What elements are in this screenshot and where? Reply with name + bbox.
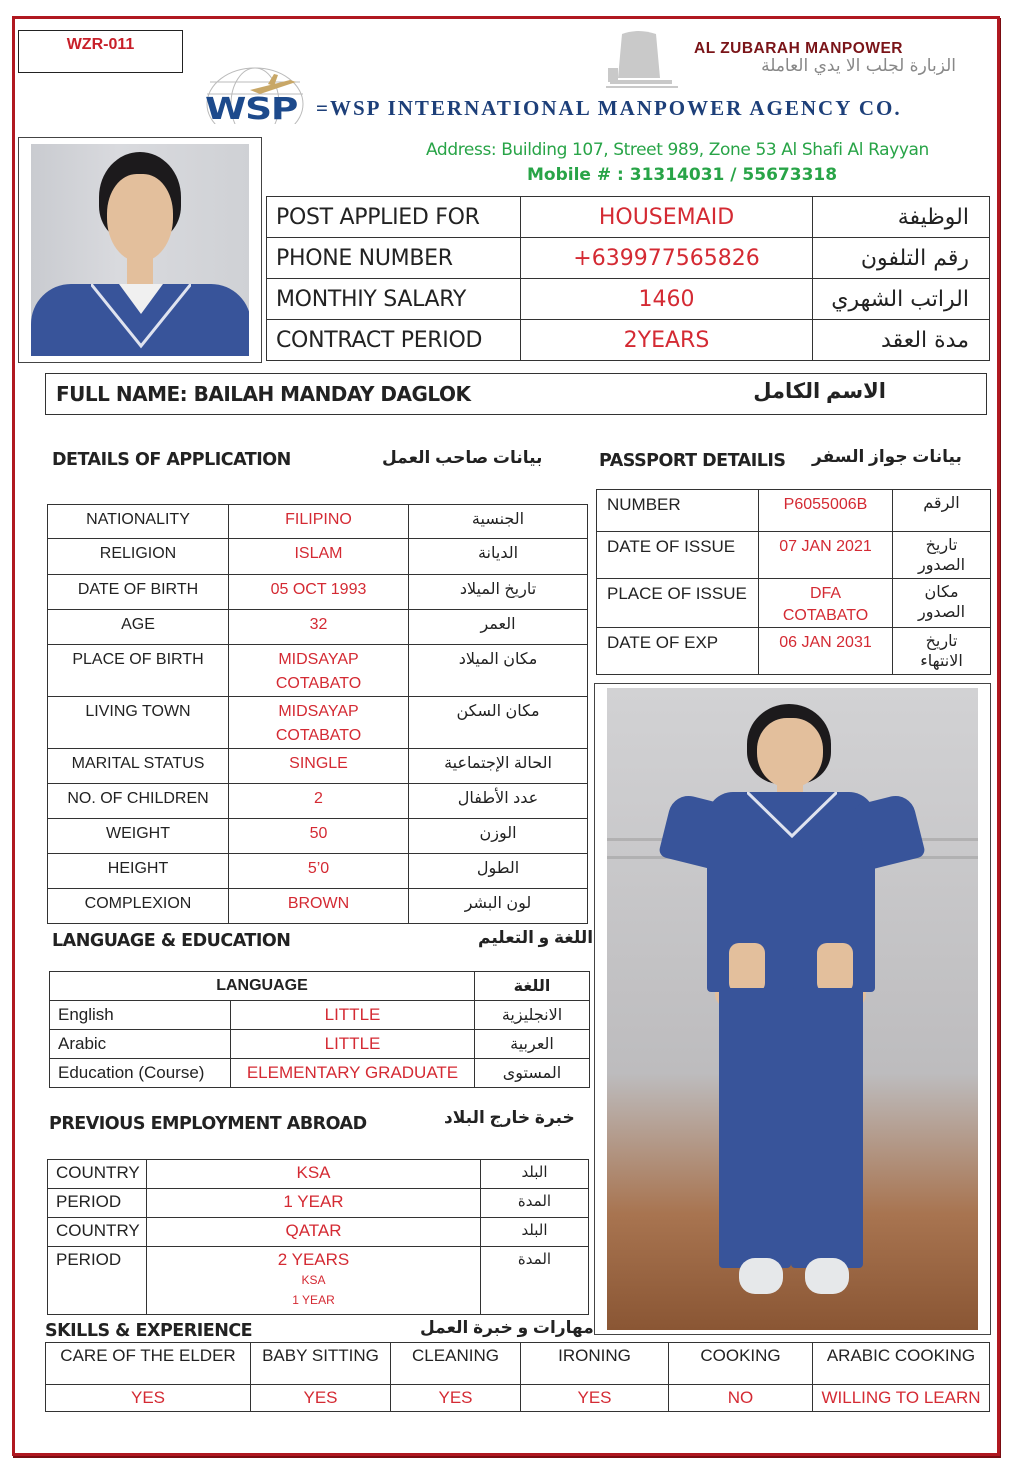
height-value: 5’0 (229, 854, 409, 889)
english-label: English (50, 1001, 231, 1030)
issue-place-label-ar: مكان الصدور (893, 579, 991, 628)
passport-table (596, 489, 991, 675)
expiry-date-value: 06 JAN 2031 (759, 628, 893, 675)
language-header-ar: اللغة (475, 972, 590, 1001)
table-row (48, 645, 588, 697)
portrait-photo-frame (18, 137, 262, 363)
period-label: PERIOD (48, 1247, 147, 1315)
arabic-label-ar: العربية (475, 1030, 590, 1059)
post-value: HOUSEMAID (521, 197, 813, 238)
zubarah-name-en: AL ZUBARAH MANPOWER (694, 40, 903, 57)
complexion-label-ar: لون البشر (409, 889, 588, 924)
top-info-table (266, 196, 990, 361)
passport-title: PASSPORT DETAILIS (599, 451, 786, 471)
education-value: ELEMENTARY GRADUATE (231, 1059, 475, 1088)
salary-label: MONTHIY SALARY (267, 279, 521, 320)
living-town-label: LIVING TOWN (48, 697, 229, 749)
table-row (48, 697, 588, 749)
skill-value: YES (251, 1385, 391, 1412)
salary-value: 1460 (521, 279, 813, 320)
table-row (48, 819, 588, 854)
table-row (48, 610, 588, 645)
country-label: COUNTRY (48, 1160, 147, 1189)
birthplace-label: PLACE OF BIRTH (48, 645, 229, 697)
birthplace-label-ar: مكان الميلاد (409, 645, 588, 697)
height-label: HEIGHT (48, 854, 229, 889)
post-label-ar: الوظيفة (813, 197, 990, 238)
language-title-ar: اللغة و التعليم (478, 928, 594, 947)
skills-header-row (46, 1343, 990, 1385)
table-row (48, 1160, 589, 1189)
table-row (48, 1247, 589, 1315)
nationality-label: NATIONALITY (48, 505, 229, 539)
children-label: NO. OF CHILDREN (48, 784, 229, 819)
phone-value: +639977565826 (521, 238, 813, 279)
skill-label: CARE OF THE ELDER (46, 1343, 251, 1385)
zubarah-name-ar: الزبارة لجلب الا يدي العاملة (761, 56, 956, 76)
contract-label-ar: مدة العقد (813, 320, 990, 361)
table-row (267, 320, 990, 361)
agency-name: =WSP INTERNATIONAL MANPOWER AGENCY CO. (316, 96, 902, 120)
full-body-photo-frame (594, 683, 991, 1335)
table-row (50, 1030, 590, 1059)
table-row (597, 490, 991, 532)
age-label: AGE (48, 610, 229, 645)
skill-value: WILLING TO LEARN (813, 1385, 990, 1412)
religion-value: ISLAM (229, 539, 409, 575)
agency-mobile: Mobile # : 31314031 / 55673318 (527, 165, 838, 185)
table-row (48, 575, 588, 610)
issue-place-value: DFA COTABATO (759, 579, 893, 628)
full-name: FULL NAME: BAILAH MANDAY DAGLOK (56, 382, 471, 406)
skill-label: CLEANING (391, 1343, 521, 1385)
age-value: 32 (229, 610, 409, 645)
table-row (50, 1059, 590, 1088)
height-label-ar: الطول (409, 854, 588, 889)
table-header-row (50, 972, 590, 1001)
contract-label: CONTRACT PERIOD (267, 320, 521, 361)
employment-title: PREVIOUS EMPLOYMENT ABROAD (49, 1114, 367, 1134)
skill-value: YES (46, 1385, 251, 1412)
living-town-label-ar: مكان السكن (409, 697, 588, 749)
table-row (48, 784, 588, 819)
education-label-ar: المستوى (475, 1059, 590, 1088)
table-row (48, 854, 588, 889)
table-row (48, 505, 588, 539)
country-label-ar: البلد (481, 1160, 589, 1189)
table-row (50, 1001, 590, 1030)
issue-date-label: DATE OF ISSUE (597, 532, 759, 579)
country-value: QATAR (147, 1218, 481, 1247)
religion-label-ar: الديانة (409, 539, 588, 575)
english-label-ar: الانجليزية (475, 1001, 590, 1030)
children-label-ar: عدد الأطفال (409, 784, 588, 819)
children-value: 2 (229, 784, 409, 819)
skills-value-row (46, 1385, 990, 1412)
country-label-ar: البلد (481, 1218, 589, 1247)
fort-logo-icon (598, 28, 680, 90)
skill-value: YES (521, 1385, 669, 1412)
nationality-value: FILIPINO (229, 505, 409, 539)
skill-label: COOKING (669, 1343, 813, 1385)
dob-value: 05 OCT 1993 (229, 575, 409, 610)
reference-code: WZR-011 (66, 36, 135, 53)
issue-date-value: 07 JAN 2021 (759, 532, 893, 579)
phone-label-ar: رقم التلفون (813, 238, 990, 279)
weight-label: WEIGHT (48, 819, 229, 854)
phone-label: PHONE NUMBER (267, 238, 521, 279)
passport-number-label: NUMBER (597, 490, 759, 532)
table-row (48, 1218, 589, 1247)
skills-title-ar: مهارات و خبرة العمل (420, 1318, 594, 1337)
portrait-photo (31, 144, 249, 356)
skill-label: IRONING (521, 1343, 669, 1385)
full-body-photo (607, 688, 978, 1330)
expiry-date-label-ar: تاريخ الانتهاء (893, 628, 991, 675)
dob-label-ar: تاريخ الميلاد (409, 575, 588, 610)
expiry-date-label: DATE OF EXP (597, 628, 759, 675)
post-label: POST APPLIED FOR (267, 197, 521, 238)
passport-number-label-ar: الرقم (893, 490, 991, 532)
agency-address: Address: Building 107, Street 989, Zone 53 Al Shafi Al Rayyan (426, 140, 929, 160)
details-title-ar: بيانات صاحب العمل (382, 448, 543, 467)
full-name-label-ar: الاسم الكامل (753, 380, 886, 403)
country-label: COUNTRY (48, 1218, 147, 1247)
employment-title-ar: خبرة خارج البلاد (444, 1108, 575, 1127)
skill-value: YES (391, 1385, 521, 1412)
skill-label: BABY SITTING (251, 1343, 391, 1385)
full-name-box (45, 373, 987, 415)
weight-value: 50 (229, 819, 409, 854)
complexion-label: COMPLEXION (48, 889, 229, 924)
marital-label: MARITAL STATUS (48, 749, 229, 784)
salary-label-ar: الراتب الشهري (813, 279, 990, 320)
weight-label-ar: الوزن (409, 819, 588, 854)
period-label-ar: المدة (481, 1247, 589, 1315)
wsp-logo-text: WSP (205, 92, 298, 127)
language-table (49, 971, 590, 1088)
birthplace-value: MIDSAYAP COTABATO (229, 645, 409, 697)
language-title: LANGUAGE & EDUCATION (52, 931, 291, 951)
table-row (48, 539, 588, 575)
english-value: LITTLE (231, 1001, 475, 1030)
details-table (47, 504, 588, 924)
arabic-label: Arabic (50, 1030, 231, 1059)
details-title: DETAILS OF APPLICATION (52, 450, 291, 470)
passport-title-ar: بيانات جواز السفر (812, 447, 962, 466)
living-town-value: MIDSAYAP COTABATO (229, 697, 409, 749)
passport-number-value: P6055006B (759, 490, 893, 532)
religion-label: RELIGION (48, 539, 229, 575)
nationality-label-ar: الجنسية (409, 505, 588, 539)
marital-label-ar: الحالة الإجتماعية (409, 749, 588, 784)
complexion-value: BROWN (229, 889, 409, 924)
contract-value: 2YEARS (521, 320, 813, 361)
table-row (597, 532, 991, 579)
dob-label: DATE OF BIRTH (48, 575, 229, 610)
age-label-ar: العمر (409, 610, 588, 645)
table-row (48, 889, 588, 924)
issue-date-label-ar: تاريخ الصدور (893, 532, 991, 579)
table-row (48, 749, 588, 784)
country-value: KSA (147, 1160, 481, 1189)
issue-place-label: PLACE OF ISSUE (597, 579, 759, 628)
table-row (267, 197, 990, 238)
skill-label: ARABIC COOKING (813, 1343, 990, 1385)
reference-code-box (18, 30, 183, 73)
marital-value: SINGLE (229, 749, 409, 784)
employment-table (47, 1159, 589, 1315)
skill-value: NO (669, 1385, 813, 1412)
table-row (48, 1189, 589, 1218)
table-row (267, 279, 990, 320)
table-row (597, 628, 991, 675)
table-row (267, 238, 990, 279)
arabic-value: LITTLE (231, 1030, 475, 1059)
period-label-ar: المدة (481, 1189, 589, 1218)
period-label: PERIOD (48, 1189, 147, 1218)
period-value: 1 YEAR (147, 1189, 481, 1218)
table-row (597, 579, 991, 628)
education-label: Education (Course) (50, 1059, 231, 1088)
skills-title: SKILLS & EXPERIENCE (45, 1321, 253, 1341)
skills-table (45, 1342, 990, 1412)
period-value: 2 YEARS KSA 1 YEAR (147, 1247, 481, 1315)
language-header: LANGUAGE (50, 972, 475, 1001)
